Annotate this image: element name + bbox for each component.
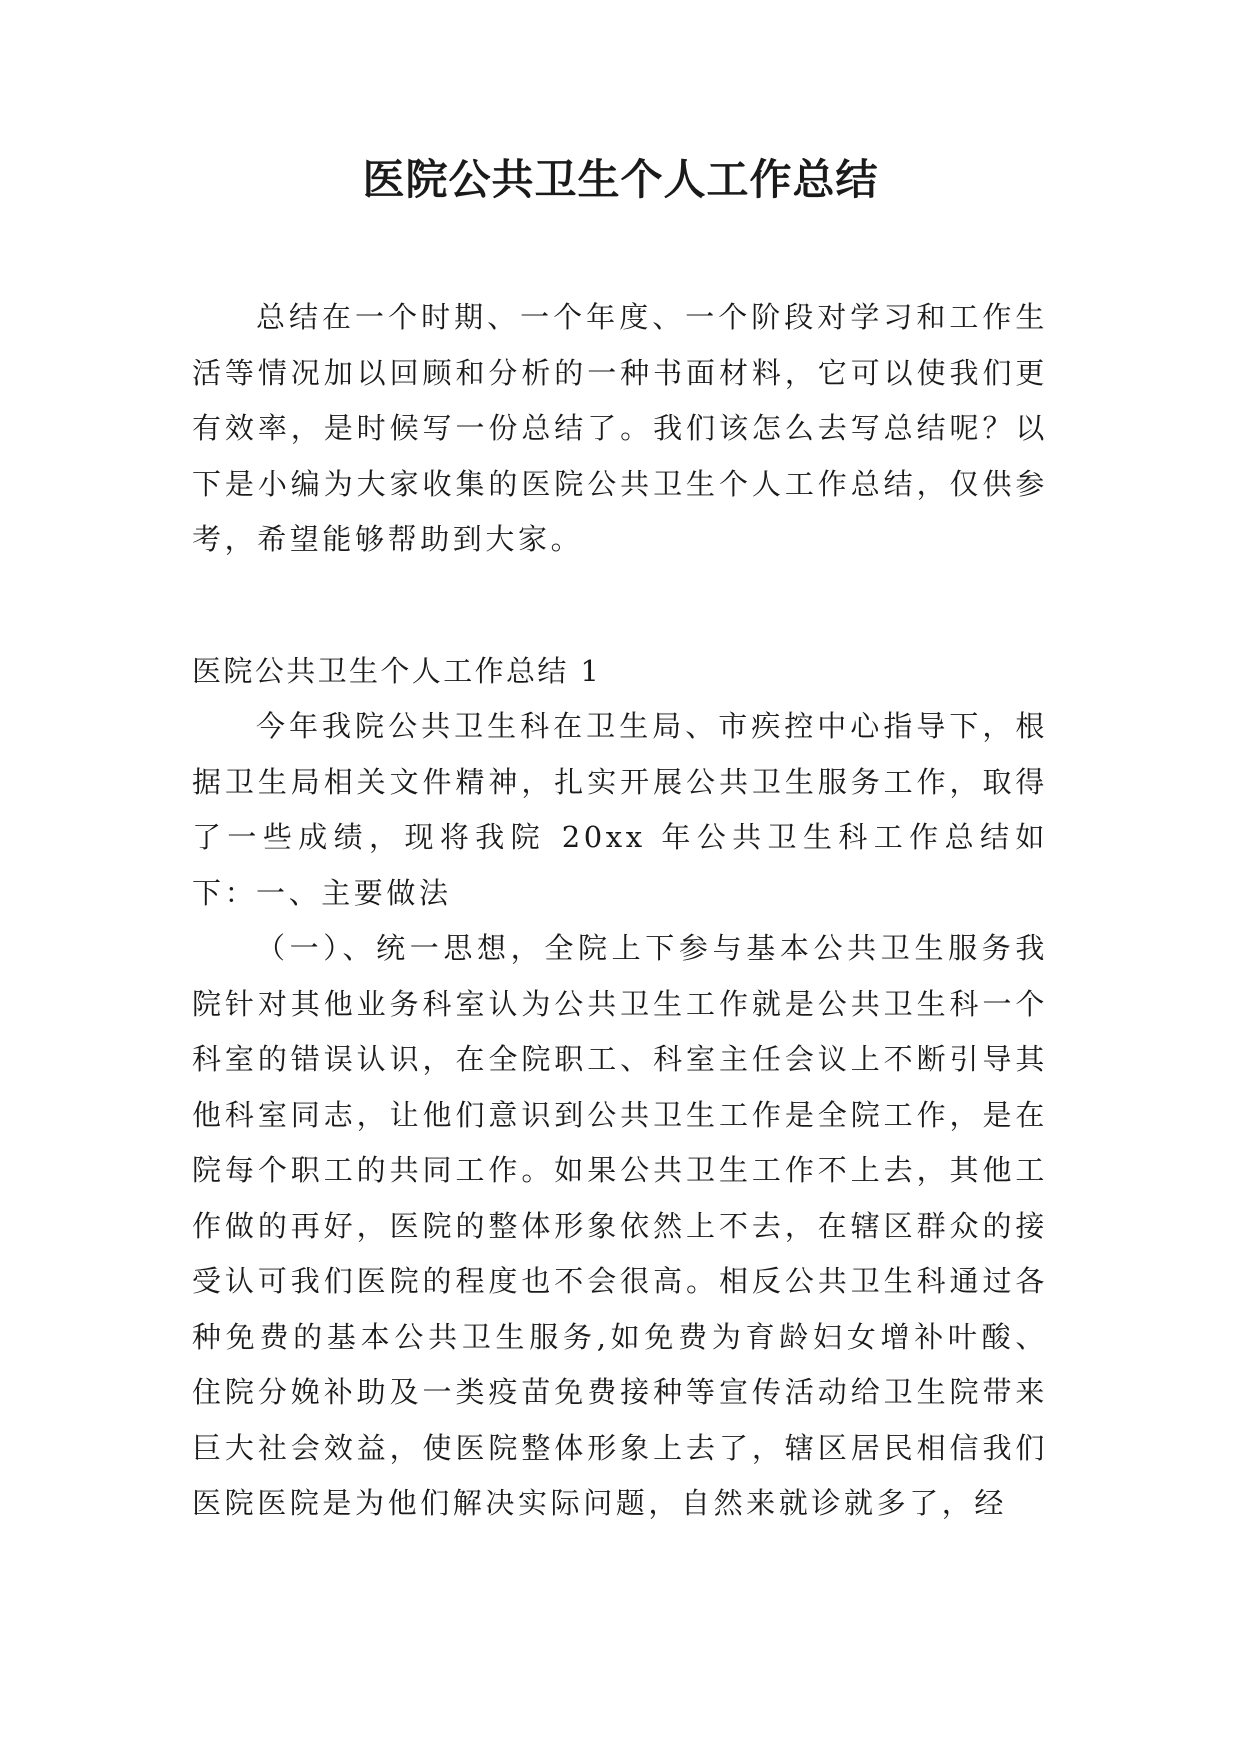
body-paragraph: （一）、统一思想，全院上下参与基本公共卫生服务我院针对其他业务科室认为公共卫生工作就是公共卫生科一个科室的错误认识，在全院职工、科室主任会议上不断引导其他科室同志，让他们意识到公共卫生工作是全院工作，是在院每个职工的共同工作。如果公共卫生工作不上去，其他工作做的再好，医院的整体形象依然上不去，在辖区群众的接受认可我们医院的程度也不会很高。相反公共卫生科通过各种免费的基本公共卫生服务,如免费为育龄妇女增补叶酸、住院分娩补助及一类疫苗免费接种等宣传活动给卫生院带来巨大社会效益，使医院整体形象上去了，辖区居民相信我们医院医院是为他们解决实际问题，自然来就诊就多了，经 [192, 931, 1048, 1520]
intro-paragraph: 总结在一个时期、一个年度、一个阶段对学习和工作生活等情况加以回顾和分析的一种书面材料，它可以使我们更有效率，是时候写一份总结了。我们该怎么去写总结呢？以下是小编为大家收集的医院公共卫生个人工作总结，仅供参考，希望能够帮助到大家。 [192, 300, 1048, 556]
body-paragraph: 今年我院公共卫生科在卫生局、市疾控中心指导下，根据卫生局相关文件精神，扎实开展公共卫生服务工作，取得了一些成绩，现将我院 20xx 年公共卫生科工作总结如下： [192, 709, 1048, 910]
section-heading: 医院公共卫生个人工作总结 1 [192, 654, 602, 688]
document-title: 医院公共卫生个人工作总结 [362, 155, 879, 204]
subsection-heading: 一、主要做法 [256, 876, 452, 910]
